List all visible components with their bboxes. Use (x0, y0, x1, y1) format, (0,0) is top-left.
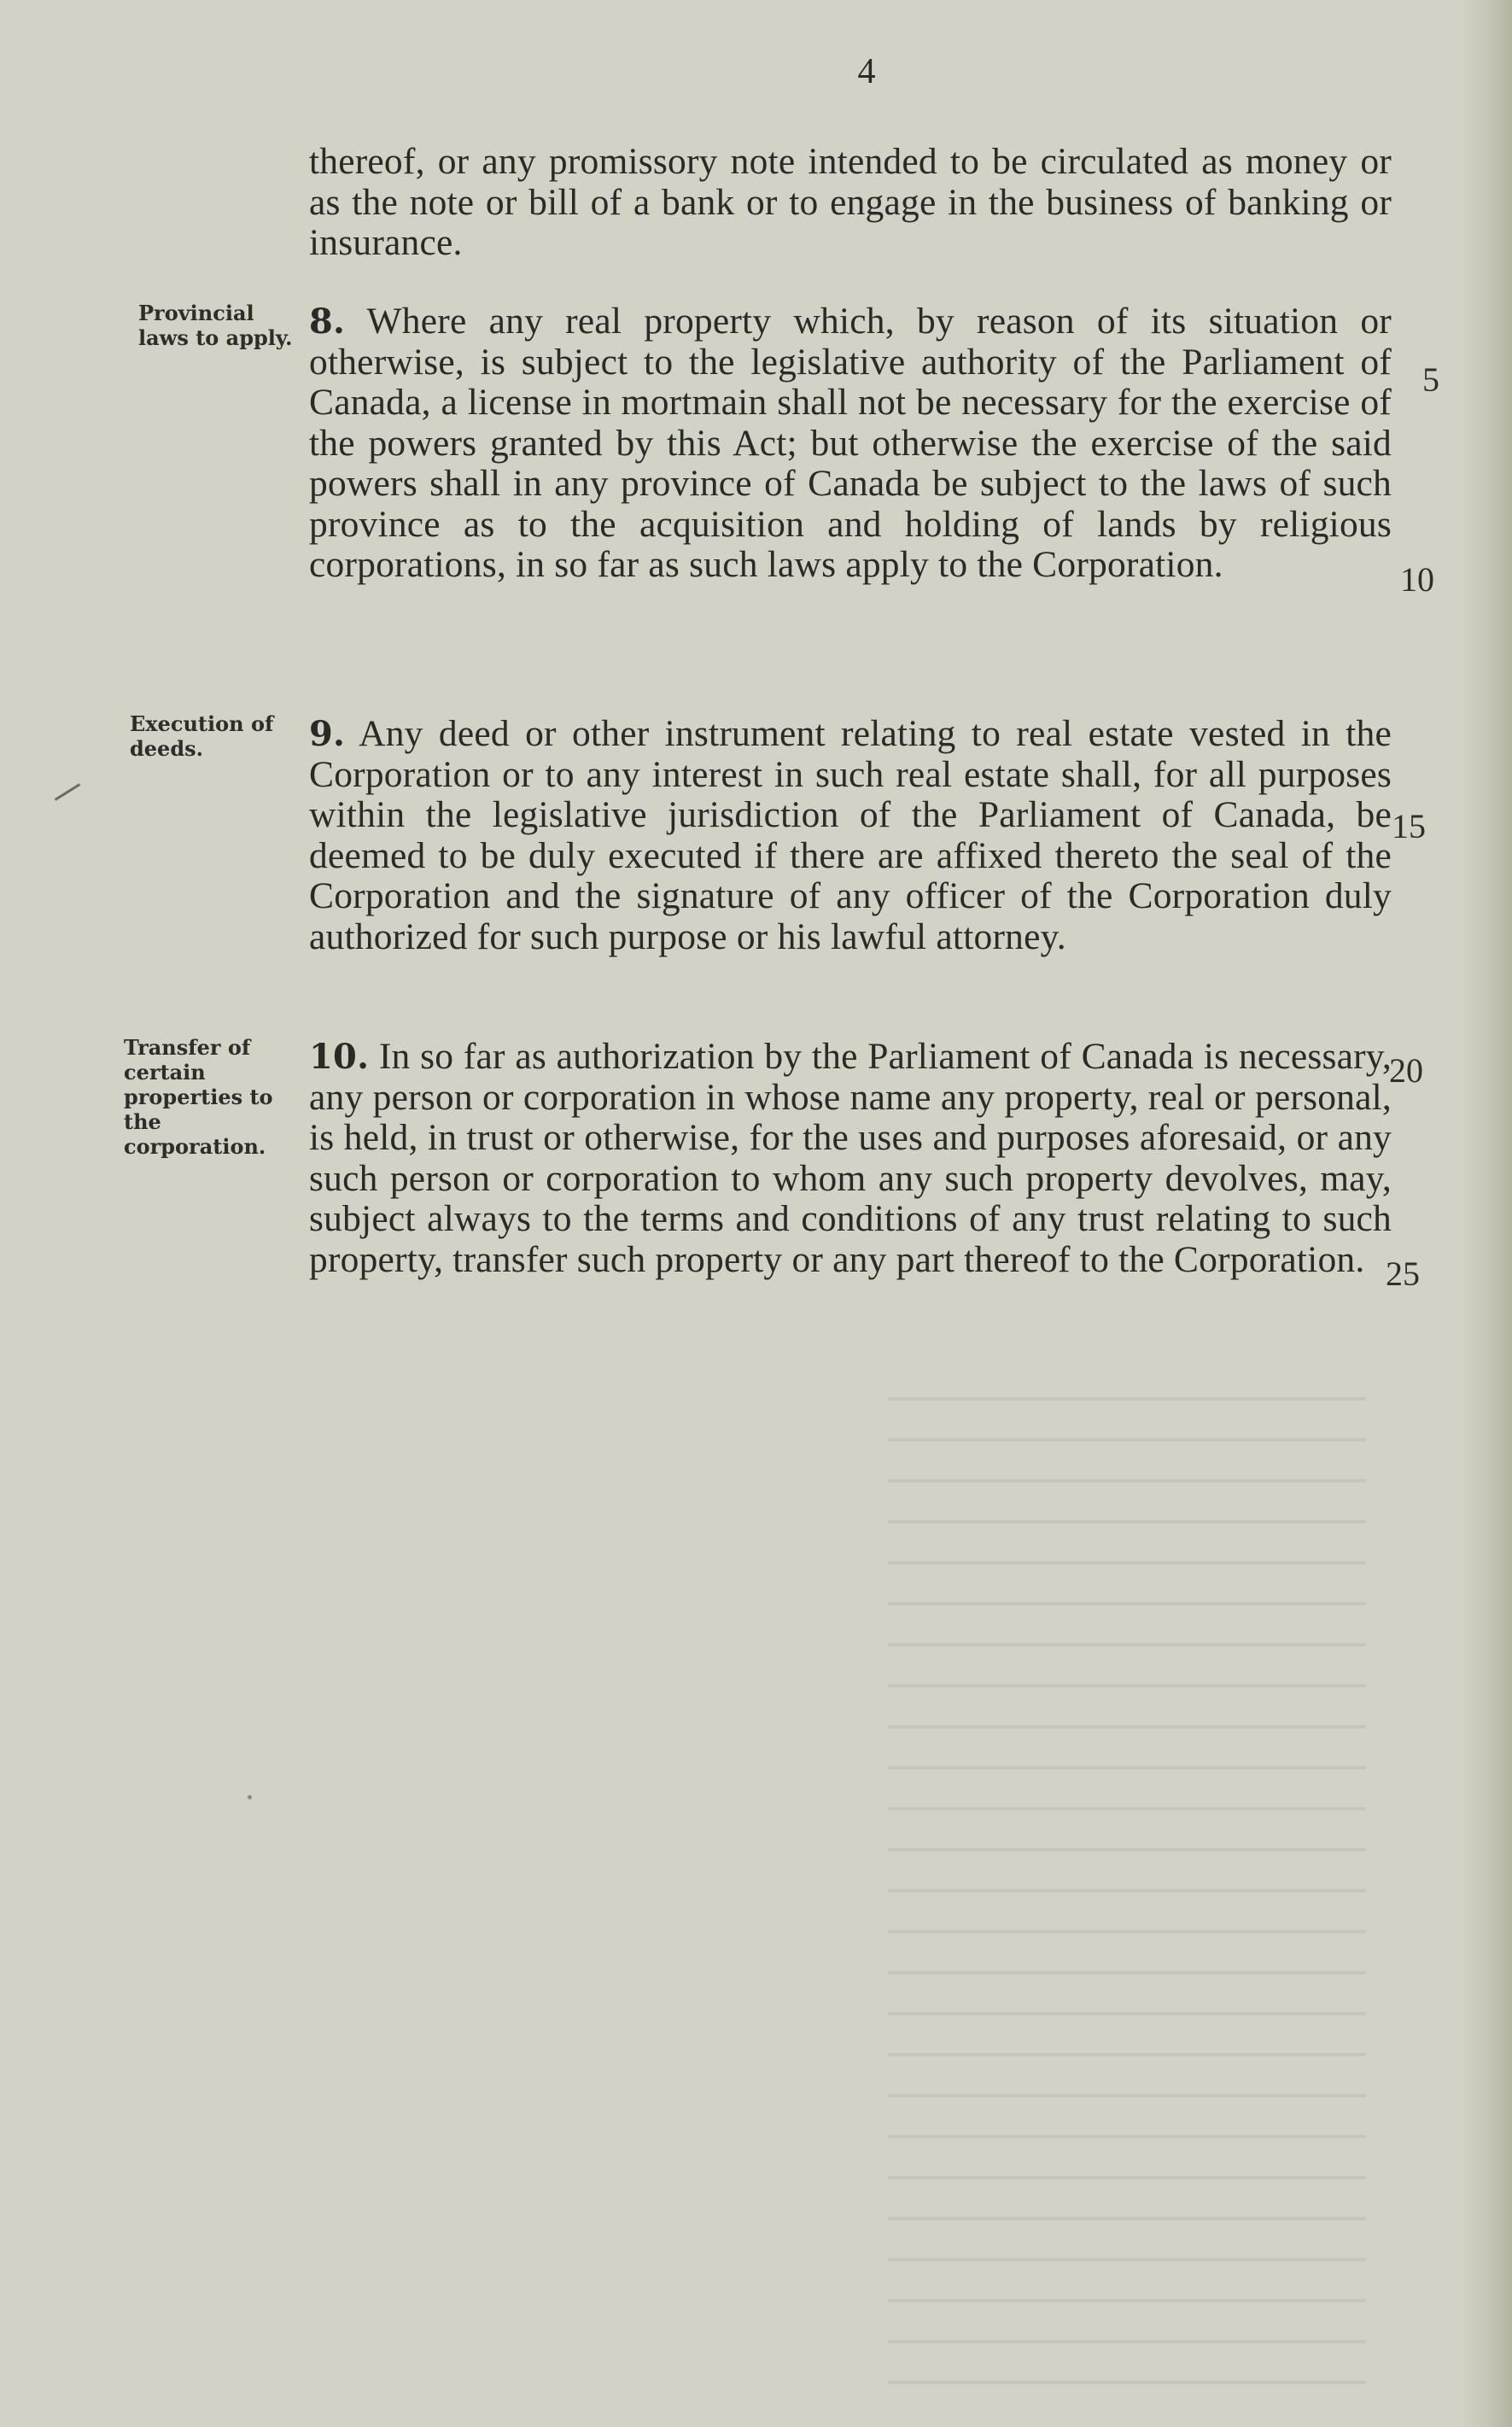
section-text: Any deed or other instrument relating to real estate vested in the Corporation or to any interest in such real estate shall, for all purposes within the legislative jurisdiction of the Parliament of Canada, be deemed to be duly executed if there are affixed thereto the seal of the Corporation and the signature of any officer of the Corporation duly authorized for such purpose or his lawful attorney. (309, 713, 1392, 957)
section-number: 9. (309, 714, 346, 754)
margin-note-section-10: Transfer of certain properties to the corporation. (124, 1035, 273, 1159)
line-number-20: 20 (1389, 1051, 1423, 1090)
bleed-through-texture (888, 1366, 1366, 2391)
margin-note-section-8: Provincial laws to apply. (138, 301, 293, 350)
line-number-25: 25 (1386, 1254, 1420, 1293)
margin-note-section-9: Execution of deeds. (130, 711, 274, 761)
section-text: In so far as authorization by the Parliament of Canada is necessary, any person or corporation in whose name any property, real or personal, is held, in trust or otherwise, for the uses and purposes aforesaid, or any such person or corporation to whom any such property devolves, may, subject always to the terms and conditions of any trust relating to such property, transfer such property or any part thereof to the Corporation. (309, 1036, 1392, 1280)
line-number-10: 10 (1400, 560, 1434, 599)
section-9-paragraph (309, 714, 1392, 957)
paper-speck (248, 1795, 252, 1799)
page-number: 4 (857, 52, 876, 91)
section-8-paragraph (309, 301, 1392, 586)
line-number-5: 5 (1422, 360, 1439, 399)
line-number-15: 15 (1392, 807, 1426, 845)
section-number: 8. (309, 301, 346, 342)
pencil-tick-mark (55, 783, 80, 801)
section-text: Where any real property which, by reason of its situation or otherwise, is subject to the legislative authority of the Parliament of Canada, a license in mortmain shall not be necessary for the exercise of the powers granted by this Act; but otherwise the exercise of the said powers shall in any province of Canada be subject to the laws of such province as to the acquisition and holding of lands by religious corporations, in so far as such laws apply to the Corporation. (309, 301, 1392, 585)
continuation-paragraph: thereof, or any promissory note intended to be circulated as money or as the note or bill of a bank or to engage in the business of banking or insurance. (309, 141, 1392, 263)
section-10-paragraph (309, 1037, 1392, 1280)
page-edge-shadow (1461, 0, 1512, 2427)
section-number: 10. (309, 1037, 370, 1077)
